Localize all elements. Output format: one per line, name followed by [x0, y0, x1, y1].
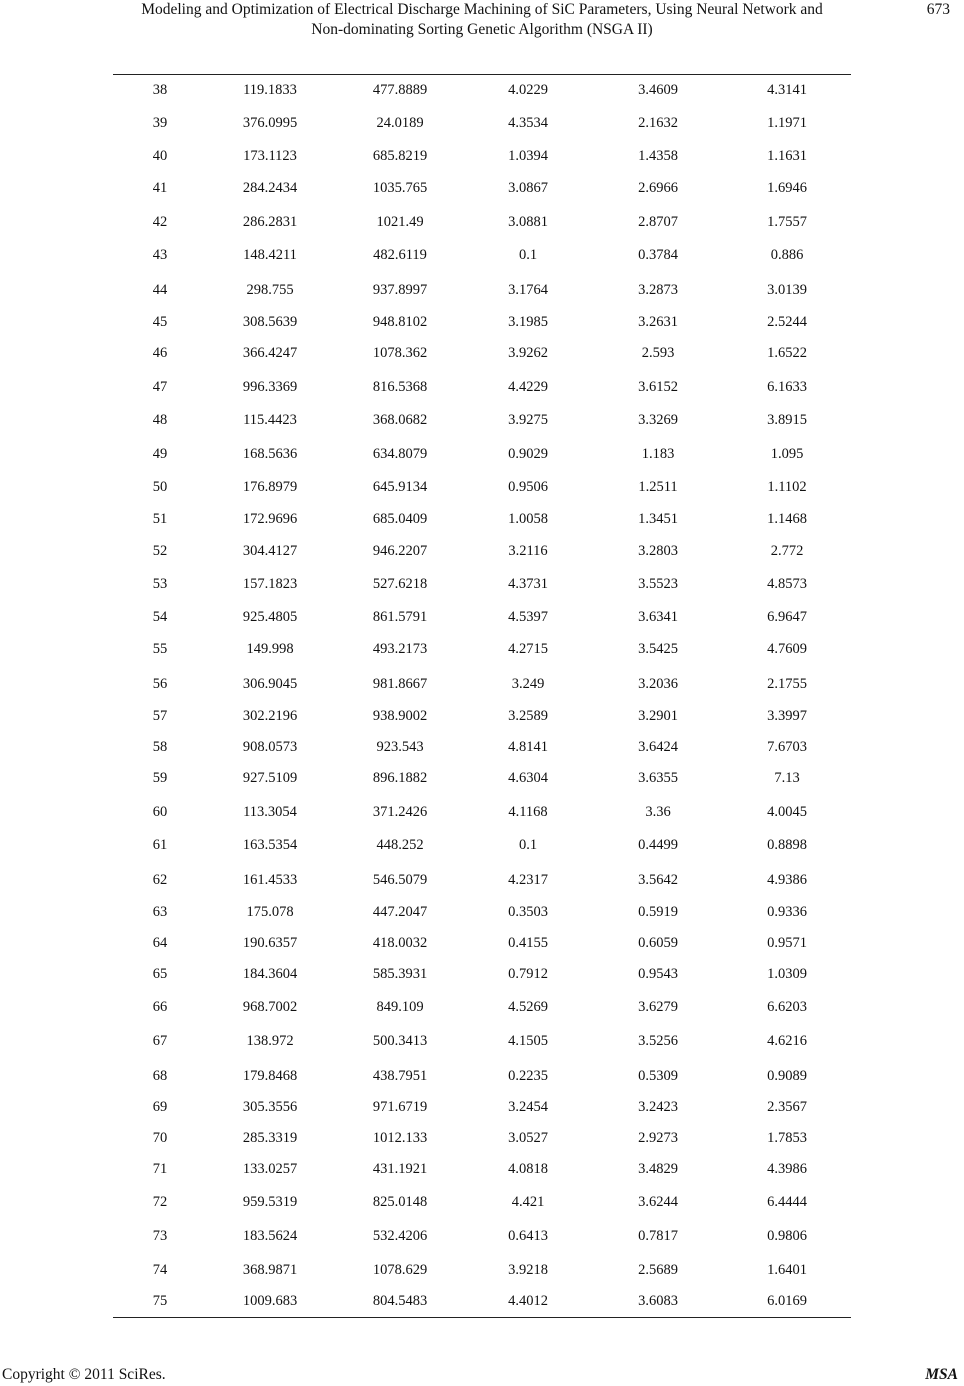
copyright-notice: Copyright © 2011 SciRes. — [2, 1366, 166, 1383]
table-row — [113, 573, 851, 595]
table-row — [113, 767, 851, 789]
row-number-cell: 72 — [152, 1194, 168, 1210]
table-cell: 1035.765 — [372, 180, 428, 196]
row-number-cell: 54 — [152, 609, 168, 625]
table-row — [113, 1096, 851, 1118]
table-row — [113, 409, 851, 431]
row-number-cell: 71 — [152, 1161, 168, 1177]
table-cell: 368.0682 — [372, 412, 428, 428]
table-cell: 6.1633 — [767, 379, 807, 395]
table-cell: 4.0818 — [508, 1161, 548, 1177]
row-number-cell: 50 — [152, 479, 168, 495]
table-cell: 685.0409 — [372, 511, 428, 527]
table-cell: 477.8889 — [372, 82, 428, 98]
table-cell: 804.5483 — [372, 1293, 428, 1309]
table-cell: 849.109 — [376, 999, 424, 1015]
table-cell: 937.8997 — [372, 282, 428, 298]
table-cell: 173.1123 — [243, 148, 297, 164]
table-cell: 2.6966 — [638, 180, 678, 196]
table-cell: 1.1468 — [767, 511, 807, 527]
table-row — [113, 342, 851, 364]
header-title-line2: Non-dominating Sorting Genetic Algorithm (NSGA II) — [311, 21, 653, 38]
table-cell: 532.4206 — [372, 1228, 428, 1244]
table-cell: 3.1985 — [508, 314, 548, 330]
table-cell: 149.998 — [246, 641, 294, 657]
row-number-cell: 53 — [152, 576, 168, 592]
table-cell: 896.1882 — [372, 770, 428, 786]
table-cell: 923.543 — [376, 739, 424, 755]
table-row — [113, 311, 851, 333]
table-cell: 172.9696 — [242, 511, 298, 527]
table-row — [113, 279, 851, 301]
row-number-cell: 57 — [152, 708, 168, 724]
table-cell: 493.2173 — [372, 641, 428, 657]
table-cell: 113.3054 — [243, 804, 297, 820]
table-cell: 927.5109 — [242, 770, 298, 786]
table-cell: 431.1921 — [372, 1161, 428, 1177]
table-cell: 3.9262 — [508, 345, 548, 361]
table-cell: 1.6522 — [767, 345, 807, 361]
table-cell: 938.9002 — [372, 708, 428, 724]
header-title-line1: Modeling and Optimization of Electrical Discharge Machining of SiC Parameters, Using Neural Network and — [141, 1, 823, 18]
table-cell: 0.6059 — [638, 935, 678, 951]
table-bottom-rule — [113, 1317, 851, 1318]
table-cell: 368.9871 — [242, 1262, 298, 1278]
table-row — [113, 1225, 851, 1247]
row-number-cell: 44 — [152, 282, 168, 298]
table-cell: 968.7002 — [242, 999, 298, 1015]
table-cell: 2.8707 — [638, 214, 678, 230]
table-row — [113, 145, 851, 167]
table-cell: 2.1755 — [767, 676, 807, 692]
table-cell: 0.9029 — [508, 446, 548, 462]
table-cell: 0.5919 — [638, 904, 678, 920]
table-cell: 1.095 — [770, 446, 804, 462]
table-cell: 4.6216 — [767, 1033, 807, 1049]
table-cell: 6.4444 — [767, 1194, 807, 1210]
row-number-cell: 74 — [152, 1262, 168, 1278]
table-cell: 1.0394 — [508, 148, 548, 164]
table-cell: 482.6119 — [373, 247, 427, 263]
table-cell: 183.5624 — [242, 1228, 298, 1244]
table-cell: 3.3269 — [638, 412, 678, 428]
row-number-cell: 46 — [152, 345, 168, 361]
table-cell: 4.2317 — [508, 872, 548, 888]
table-cell: 4.3986 — [767, 1161, 807, 1177]
table-row — [113, 932, 851, 954]
row-number-cell: 73 — [152, 1228, 168, 1244]
row-number-cell: 41 — [152, 180, 168, 196]
table-cell: 1.6401 — [767, 1262, 807, 1278]
table-cell: 0.9506 — [508, 479, 548, 495]
table-cell: 1021.49 — [376, 214, 424, 230]
table-cell: 1.7557 — [767, 214, 807, 230]
table-row — [113, 673, 851, 695]
table-cell: 4.1505 — [508, 1033, 548, 1049]
table-row — [113, 1127, 851, 1149]
table-cell: 4.5269 — [508, 999, 548, 1015]
table-cell: 996.3369 — [242, 379, 298, 395]
table-cell: 1.6946 — [767, 180, 807, 196]
table-cell: 163.5354 — [242, 837, 298, 853]
table-cell: 3.2803 — [638, 543, 678, 559]
table-cell: 1078.629 — [372, 1262, 428, 1278]
table-row — [113, 996, 851, 1018]
table-cell: 6.0169 — [767, 1293, 807, 1309]
table-cell: 2.3567 — [767, 1099, 807, 1115]
table-row — [113, 834, 851, 856]
table-cell: 24.0189 — [376, 115, 424, 131]
table-cell: 3.36 — [645, 804, 671, 820]
table-cell: 3.0139 — [767, 282, 807, 298]
table-cell: 0.7912 — [508, 966, 548, 982]
table-row — [113, 1065, 851, 1087]
table-cell: 4.5397 — [508, 609, 548, 625]
row-number-cell: 56 — [152, 676, 168, 692]
table-cell: 4.4012 — [508, 1293, 548, 1309]
table-row — [113, 1191, 851, 1213]
table-cell: 448.252 — [376, 837, 424, 853]
row-number-cell: 64 — [152, 935, 168, 951]
table-cell: 2.1632 — [638, 115, 678, 131]
table-cell: 447.2047 — [372, 904, 428, 920]
table-cell: 925.4805 — [242, 609, 298, 625]
table-cell: 148.4211 — [243, 247, 297, 263]
table-cell: 685.8219 — [372, 148, 428, 164]
table-row — [113, 801, 851, 823]
table-cell: 3.5642 — [638, 872, 678, 888]
table-cell: 825.0148 — [372, 1194, 428, 1210]
table-cell: 4.8141 — [508, 739, 548, 755]
table-cell: 285.3319 — [242, 1130, 298, 1146]
table-cell: 1012.133 — [372, 1130, 428, 1146]
table-row — [113, 244, 851, 266]
table-cell: 3.2036 — [638, 676, 678, 692]
table-cell: 3.5523 — [638, 576, 678, 592]
row-number-cell: 49 — [152, 446, 168, 462]
table-cell: 4.421 — [511, 1194, 545, 1210]
table-cell: 1.1971 — [767, 115, 807, 131]
table-cell: 2.5689 — [638, 1262, 678, 1278]
table-cell: 168.5636 — [242, 446, 298, 462]
table-row — [113, 211, 851, 233]
row-number-cell: 43 — [152, 247, 168, 263]
table-cell: 184.3604 — [242, 966, 298, 982]
table-cell: 0.886 — [770, 247, 804, 263]
table-cell: 3.4829 — [638, 1161, 678, 1177]
table-cell: 3.3997 — [767, 708, 807, 724]
table-cell: 0.1 — [518, 837, 538, 853]
row-number-cell: 40 — [152, 148, 168, 164]
table-row — [113, 540, 851, 562]
table-cell: 3.6341 — [638, 609, 678, 625]
table-cell: 157.1823 — [242, 576, 298, 592]
table-cell: 3.9218 — [508, 1262, 548, 1278]
table-cell: 1.0058 — [508, 511, 548, 527]
row-number-cell: 66 — [152, 999, 168, 1015]
table-cell: 4.1168 — [508, 804, 548, 820]
table-cell: 3.2873 — [638, 282, 678, 298]
table-cell: 3.249 — [511, 676, 545, 692]
row-number-cell: 39 — [152, 115, 168, 131]
table-cell: 3.0867 — [508, 180, 548, 196]
table-cell: 4.6304 — [508, 770, 548, 786]
table-cell: 3.5256 — [638, 1033, 678, 1049]
table-cell: 4.4229 — [508, 379, 548, 395]
data-table — [113, 0, 851, 1386]
page-footer — [0, 1362, 964, 1386]
row-number-cell: 65 — [152, 966, 168, 982]
table-cell: 3.6244 — [638, 1194, 678, 1210]
row-number-cell: 63 — [152, 904, 168, 920]
table-cell: 175.078 — [246, 904, 294, 920]
table-cell: 1078.362 — [372, 345, 428, 361]
row-number-cell: 58 — [152, 739, 168, 755]
table-cell: 585.3931 — [372, 966, 428, 982]
table-cell: 4.9386 — [767, 872, 807, 888]
table-row — [113, 443, 851, 465]
table-cell: 3.2454 — [508, 1099, 548, 1115]
table-cell: 0.9806 — [767, 1228, 807, 1244]
table-cell: 0.9089 — [767, 1068, 807, 1084]
journal-abbrev: MSA — [925, 1366, 958, 1383]
table-row — [113, 1030, 851, 1052]
table-cell: 4.3141 — [767, 82, 807, 98]
table-cell: 4.7609 — [767, 641, 807, 657]
table-cell: 3.0881 — [508, 214, 548, 230]
table-cell: 2.772 — [770, 543, 804, 559]
table-cell: 981.8667 — [372, 676, 428, 692]
table-cell: 861.5791 — [372, 609, 428, 625]
table-cell: 133.0257 — [242, 1161, 298, 1177]
table-cell: 138.972 — [246, 1033, 294, 1049]
row-number-cell: 42 — [152, 214, 168, 230]
table-row — [113, 963, 851, 985]
row-number-cell: 45 — [152, 314, 168, 330]
table-cell: 161.4533 — [242, 872, 298, 888]
table-cell: 908.0573 — [242, 739, 298, 755]
table-cell: 3.5425 — [638, 641, 678, 657]
row-number-cell: 69 — [152, 1099, 168, 1115]
row-number-cell: 70 — [152, 1130, 168, 1146]
table-cell: 0.4155 — [508, 935, 548, 951]
table-cell: 3.9275 — [508, 412, 548, 428]
table-cell: 286.2831 — [242, 214, 298, 230]
table-cell: 1.1631 — [767, 148, 807, 164]
table-cell: 418.0032 — [372, 935, 428, 951]
row-number-cell: 68 — [152, 1068, 168, 1084]
table-cell: 1.7853 — [767, 1130, 807, 1146]
table-cell: 190.6357 — [242, 935, 298, 951]
row-number-cell: 60 — [152, 804, 168, 820]
row-number-cell: 62 — [152, 872, 168, 888]
table-cell: 0.6413 — [508, 1228, 548, 1244]
table-cell: 816.5368 — [372, 379, 428, 395]
table-cell: 308.5639 — [242, 314, 298, 330]
table-cell: 179.8468 — [242, 1068, 298, 1084]
table-cell: 1.1102 — [767, 479, 807, 495]
table-cell: 0.1 — [518, 247, 538, 263]
table-row — [113, 1158, 851, 1180]
table-cell: 4.8573 — [767, 576, 807, 592]
row-number-cell: 67 — [152, 1033, 168, 1049]
row-number-cell: 48 — [152, 412, 168, 428]
table-row — [113, 376, 851, 398]
table-cell: 366.4247 — [242, 345, 298, 361]
table-cell: 304.4127 — [242, 543, 298, 559]
row-number-cell: 61 — [152, 837, 168, 853]
table-cell: 3.2589 — [508, 708, 548, 724]
table-cell: 115.4423 — [243, 412, 297, 428]
row-number-cell: 51 — [152, 511, 168, 527]
table-cell: 438.7951 — [372, 1068, 428, 1084]
table-cell: 284.2434 — [242, 180, 298, 196]
table-cell: 3.2423 — [638, 1099, 678, 1115]
table-cell: 119.1833 — [243, 82, 297, 98]
row-number-cell: 59 — [152, 770, 168, 786]
table-cell: 0.9543 — [638, 966, 678, 982]
table-cell: 6.9647 — [767, 609, 807, 625]
table-cell: 0.2235 — [508, 1068, 548, 1084]
table-cell: 305.3556 — [242, 1099, 298, 1115]
table-cell: 1009.683 — [242, 1293, 298, 1309]
table-cell: 3.1764 — [508, 282, 548, 298]
table-cell: 0.3784 — [638, 247, 678, 263]
table-row — [113, 177, 851, 199]
table-cell: 2.593 — [641, 345, 675, 361]
table-cell: 3.2901 — [638, 708, 678, 724]
table-row — [113, 638, 851, 660]
table-cell: 4.0229 — [508, 82, 548, 98]
table-cell: 302.2196 — [242, 708, 298, 724]
table-cell: 527.6218 — [372, 576, 428, 592]
row-number-cell: 38 — [152, 82, 168, 98]
table-cell: 0.9336 — [767, 904, 807, 920]
table-cell: 0.5309 — [638, 1068, 678, 1084]
table-cell: 1.0309 — [767, 966, 807, 982]
table-cell: 3.4609 — [638, 82, 678, 98]
table-cell: 6.6203 — [767, 999, 807, 1015]
table-cell: 3.6424 — [638, 739, 678, 755]
table-row — [113, 508, 851, 530]
table-row — [113, 1290, 851, 1312]
table-cell: 1.4358 — [638, 148, 678, 164]
table-cell: 3.2631 — [638, 314, 678, 330]
table-cell: 3.8915 — [767, 412, 807, 428]
table-cell: 371.2426 — [372, 804, 428, 820]
table-cell: 948.8102 — [372, 314, 428, 330]
table-cell: 1.2511 — [638, 479, 678, 495]
table-row — [113, 705, 851, 727]
table-row — [113, 476, 851, 498]
table-cell: 7.13 — [774, 770, 800, 786]
table-cell: 376.0995 — [242, 115, 298, 131]
table-cell: 546.5079 — [372, 872, 428, 888]
table-row — [113, 901, 851, 923]
table-cell: 0.4499 — [638, 837, 678, 853]
table-cell: 4.0045 — [767, 804, 807, 820]
table-cell: 3.6279 — [638, 999, 678, 1015]
table-row — [113, 1259, 851, 1281]
table-cell: 959.5319 — [242, 1194, 298, 1210]
table-cell: 1.183 — [641, 446, 675, 462]
page-number: 673 — [926, 1, 950, 18]
table-cell: 2.9273 — [638, 1130, 678, 1146]
table-cell: 4.3731 — [508, 576, 548, 592]
table-cell: 306.9045 — [242, 676, 298, 692]
table-row — [113, 869, 851, 891]
table-cell: 3.2116 — [508, 543, 548, 559]
table-cell: 645.9134 — [372, 479, 428, 495]
table-cell: 176.8979 — [242, 479, 298, 495]
table-cell: 946.2207 — [372, 543, 428, 559]
table-row — [113, 736, 851, 758]
table-cell: 0.9571 — [767, 935, 807, 951]
table-cell: 3.0527 — [508, 1130, 548, 1146]
table-cell: 0.7817 — [638, 1228, 678, 1244]
table-cell: 500.3413 — [372, 1033, 428, 1049]
table-cell: 298.755 — [246, 282, 294, 298]
table-row — [113, 112, 851, 134]
row-number-cell: 55 — [152, 641, 168, 657]
row-number-cell: 75 — [152, 1293, 168, 1309]
table-cell: 7.6703 — [767, 739, 807, 755]
row-number-cell: 47 — [152, 379, 168, 395]
table-cell: 0.8898 — [767, 837, 807, 853]
table-cell: 0.3503 — [508, 904, 548, 920]
row-number-cell: 52 — [152, 543, 168, 559]
table-cell: 1.3451 — [638, 511, 678, 527]
table-row — [113, 79, 851, 101]
table-cell: 4.3534 — [508, 115, 548, 131]
table-cell: 3.6083 — [638, 1293, 678, 1309]
table-cell: 634.8079 — [372, 446, 428, 462]
table-cell: 3.6355 — [638, 770, 678, 786]
table-cell: 2.5244 — [767, 314, 807, 330]
table-cell: 3.6152 — [638, 379, 678, 395]
table-cell: 4.2715 — [508, 641, 548, 657]
table-row — [113, 606, 851, 628]
table-cell: 971.6719 — [372, 1099, 428, 1115]
